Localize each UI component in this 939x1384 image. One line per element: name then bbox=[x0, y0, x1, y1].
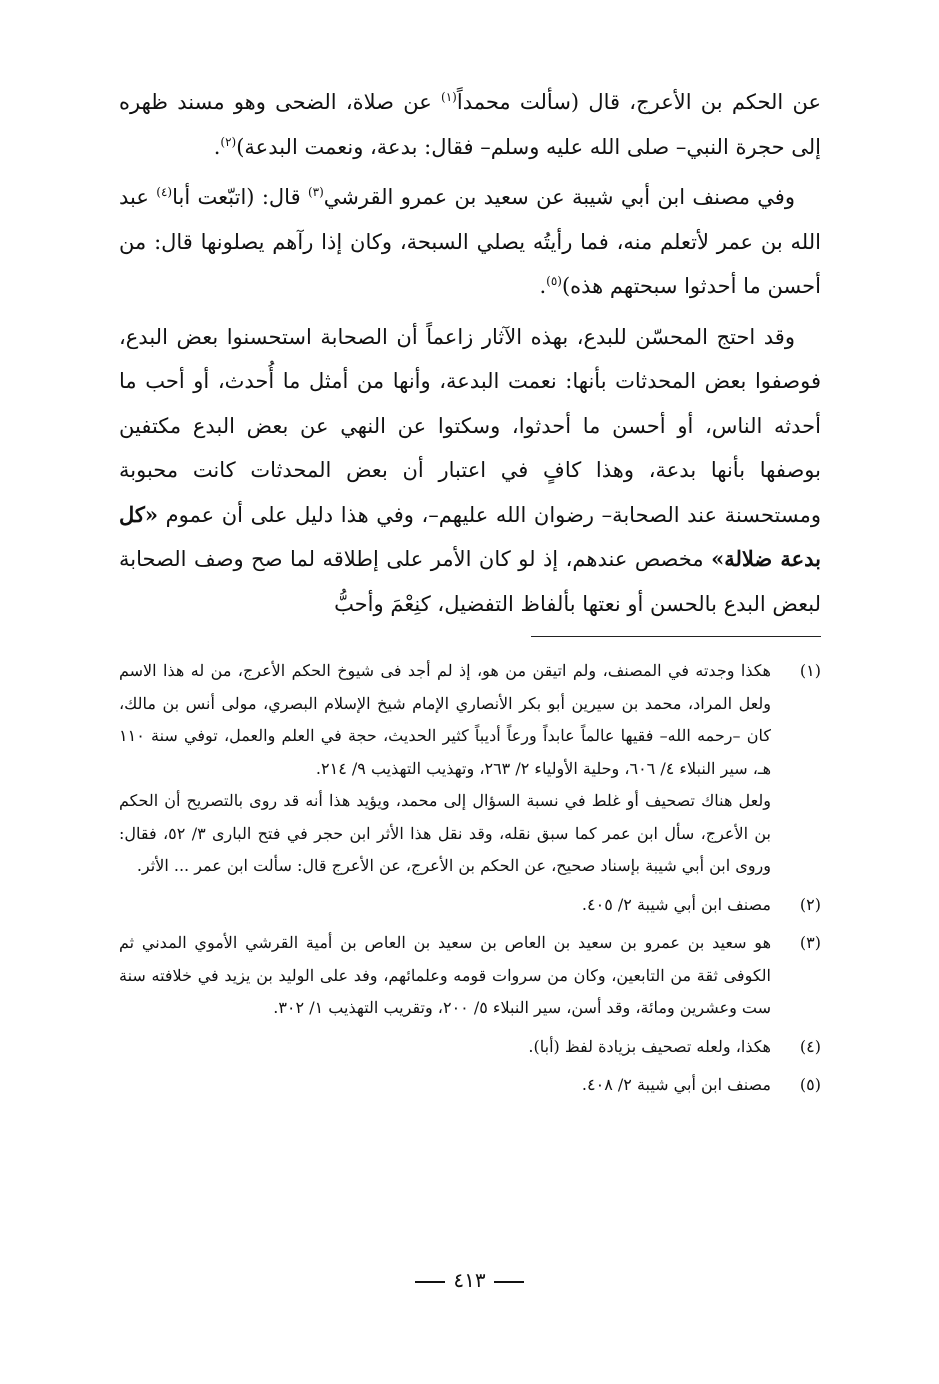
footnote-paragraph: مصنف ابن أبي شيبة ٢/ ٤٠٨. bbox=[581, 1075, 771, 1094]
footnote-number: (١) bbox=[799, 661, 821, 680]
footnote-text bbox=[119, 1069, 771, 1102]
page-number-dash-left bbox=[494, 1281, 524, 1283]
footnote-number: (٣) bbox=[799, 933, 821, 952]
footnote-paragraph: ولعل هناك تصحيف أو غلط في نسبة السؤال إلى محمد، ويؤيد هذا أنه قد روى بالتصريح أن الحكم بن الأعرج، سأل ابن عمر كما سبق نقله، وقد نقل هذا الأثر ابن حجر في فتح البارى ٣/ ٥٢، فقال: وروى ابن أبي شيبة بإسناد صحيح، عن الحكم بن الأعرج، عن الأعرج قال: سألت ابن عمر ... الأثر. bbox=[119, 791, 771, 875]
page-number bbox=[0, 1268, 939, 1292]
footnote-paragraph: هكذا، ولعله تصحيف بزيادة لفظ (أبا). bbox=[528, 1036, 771, 1056]
paragraph-2 bbox=[119, 175, 821, 309]
footnote-number: (٢) bbox=[799, 894, 821, 914]
paragraph-1-text-a: عن الحكم بن الأعرج، قال (سألت محمداً bbox=[456, 90, 821, 114]
footnote-paragraph: هو سعيد بن عمرو بن سعيد بن العاص بن سعيد بن العاص بن أمية القرشي الأموي المدني ثم الكوفى ثقة من التابعين، وكان من سروات قومه وعلمائهم، وفد على الوليد بن يزيد في خلافته سنة ست وعشرين ومائة، وقد أسن، سير النبلاء ٥/ ٢٠٠، وتقريب التهذيب ١/ ٣٠٢. bbox=[119, 933, 772, 1017]
footnote-paragraph: هكذا وجدته في المصنف، ولم اتيقن من هو، إذ لم أجد فى شيوخ الحكم الأعرج، من له هذا الاسم ولعل المراد، محمد بن سيرين أبو بكر الأنصاري الإمام شيخ الإسلام البصري، مولى أنس بن مالك، كان –رحمه الله– فقيها عالماً عابداً ورعاً أديباً كثير الحديث، حجة في العلم والعمل، توفي سنة ١١٠ هـ، سير النبلاء ٤/ ٦٠٦، وحلية الأولياء ٢/ ٢٦٣، وتهذيب التهذيب ٩/ ٢١٤. bbox=[119, 661, 771, 778]
paragraph-2-text-a: وفي مصنف ابن أبي شيبة عن سعيد بن عمرو القرشي bbox=[323, 185, 795, 209]
footnote-1 bbox=[119, 655, 821, 883]
paragraph-1-text-b: عن صلاة، الضحى وهو مسند ظهره إلى حجرة النبي– صلى الله عليه وسلم– فقال: بدعة، ونعمت البدعة) bbox=[119, 90, 821, 159]
footnote-4 bbox=[119, 1031, 821, 1064]
footnote-ref-2: (٢) bbox=[220, 134, 237, 149]
paragraph-2-text-c: عبد الله بن عمر لأتعلم منه، فما رأيتُه يصلي السبحة، وكان إذا رآهم يصلونها قال: من أحسن ما أحدثوا سبحتهم هذه) bbox=[119, 185, 821, 298]
page-content bbox=[119, 80, 821, 1108]
paragraph-2-text-b: قال: (اتبّعت أبا bbox=[172, 185, 308, 209]
page-number-value: ٤١٣ bbox=[453, 1268, 486, 1292]
footnote-3 bbox=[119, 927, 821, 1025]
footnote-paragraph: مصنف ابن أبي شيبة ٢/ ٤٠٥. bbox=[581, 894, 771, 914]
footnote-text bbox=[119, 1031, 771, 1064]
footnote-5 bbox=[119, 1069, 821, 1102]
footnote-separator bbox=[531, 636, 821, 637]
footnote-text bbox=[119, 655, 771, 883]
footnote-ref-5: (٥) bbox=[546, 274, 562, 288]
footnote-ref-3: (٣) bbox=[307, 185, 324, 199]
footnote-2 bbox=[119, 889, 821, 922]
footnote-number: (٥) bbox=[799, 1075, 821, 1094]
footnote-number: (٤) bbox=[799, 1036, 821, 1056]
paragraph-1-text-c: . bbox=[213, 134, 221, 159]
paragraph-3-text-b: مخصص عندهم، إذ لو كان الأمر على إطلاقه لما صح وصف الصحابة لبعض البدع بالحسن أو نعتها بألفاظ التفضيل، كنِعْمَ وأحبُّ bbox=[119, 547, 821, 616]
footnote-ref-4: (٤) bbox=[156, 185, 173, 199]
paragraph-3 bbox=[119, 315, 821, 627]
paragraph-1 bbox=[119, 80, 821, 169]
paragraph-3-text-a: وقد احتج المحسّن للبدع، بهذه الآثار زاعماً أن الصحابة استحسنوا بعض البدع، فوصفوا بعض المحدثات بأنها: نعمت البدعة، وأنها من أمثل ما أُحدث، أو أحب ما أحدثه الناس، أو أحسن ما أحدثوا، وسكتوا عن النهي عن بعض البدع مكتفين بوصفها بأنها بدعة، وهذا كافٍ في اعتبار أن بعض المحدثات كانت محبوبة ومستحسنة عند الصحابة– رضوان الله عليهم–، وفي هذا دليل على أن عموم bbox=[119, 324, 821, 527]
hadith-quote: «كل بدعة ضلالة» bbox=[119, 501, 821, 571]
footnote-ref-1: (١) bbox=[441, 90, 457, 104]
footnote-text bbox=[119, 889, 771, 922]
footnote-text bbox=[119, 927, 771, 1025]
page-number-dash-right bbox=[415, 1281, 445, 1283]
paragraph-2-text-d: . bbox=[539, 274, 547, 298]
